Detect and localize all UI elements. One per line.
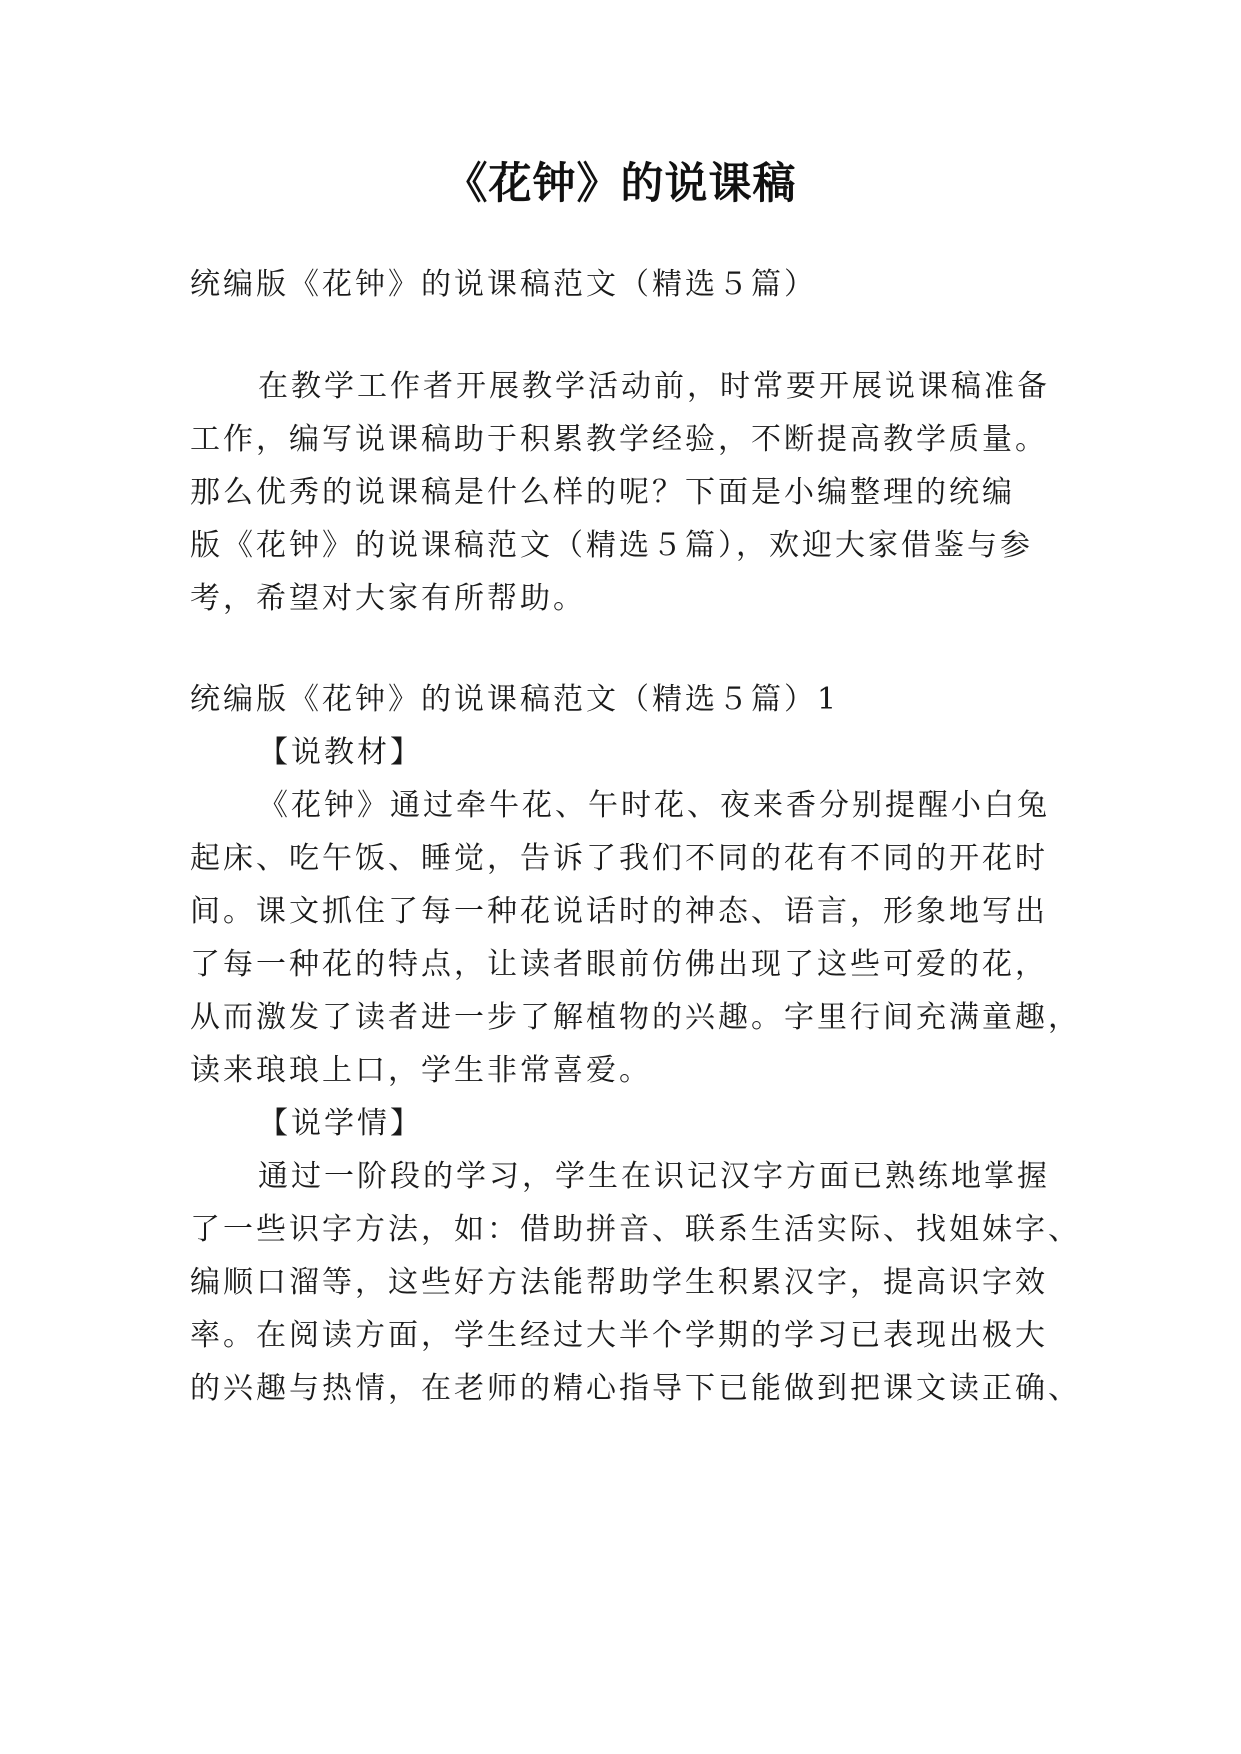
- textbook-line: 了每一种花的特点，让读者眼前仿佛出现了这些可爱的花，: [190, 947, 1048, 982]
- intro-line: 版《花钟》的说课稿范文（精选５篇），欢迎大家借鉴与参: [190, 528, 1033, 563]
- textbook-line: 间。课文抓住了每一种花说话时的神态、语言，形象地写出: [190, 894, 1048, 929]
- heading-students: 【说学情】: [258, 1106, 423, 1141]
- students-line: 率。在阅读方面，学生经过大半个学期的学习已表现出极大: [190, 1318, 1048, 1353]
- students-line: 通过一阶段的学习，学生在识记汉字方面已熟练地掌握: [258, 1159, 1050, 1194]
- intro-line: 在教学工作者开展教学活动前，时常要开展说课稿准备: [258, 369, 1050, 404]
- intro-line: 工作，编写说课稿助于积累教学经验，不断提高教学质量。: [190, 422, 1048, 457]
- heading-textbook: 【说教材】: [258, 735, 423, 770]
- document-title: 《花钟》的说课稿: [444, 159, 797, 209]
- textbook-line: 《花钟》通过牵牛花、午时花、夜来香分别提醒小白兔: [258, 788, 1050, 823]
- intro-line: 那么优秀的说课稿是什么样的呢？下面是小编整理的统编: [190, 475, 1015, 510]
- students-line: 的兴趣与热情，在老师的精心指导下已能做到把课文读正确、: [190, 1371, 1081, 1406]
- intro-line: 考，希望对大家有所帮助。: [190, 581, 586, 616]
- textbook-line: 从而激发了读者进一步了解植物的兴趣。字里行间充满童趣，: [190, 1000, 1081, 1035]
- students-line: 了一些识字方法，如：借助拼音、联系生活实际、找姐妹字、: [190, 1212, 1081, 1247]
- students-line: 编顺口溜等，这些好方法能帮助学生积累汉字，提高识字效: [190, 1265, 1048, 1300]
- textbook-line: 起床、吃午饭、睡觉，告诉了我们不同的花有不同的开花时: [190, 841, 1048, 876]
- document-subtitle: 统编版《花钟》的说课稿范文（精选５篇）: [190, 267, 817, 302]
- section-heading: 统编版《花钟》的说课稿范文（精选５篇）1: [190, 682, 840, 717]
- textbook-line: 读来琅琅上口，学生非常喜爱。: [190, 1053, 652, 1088]
